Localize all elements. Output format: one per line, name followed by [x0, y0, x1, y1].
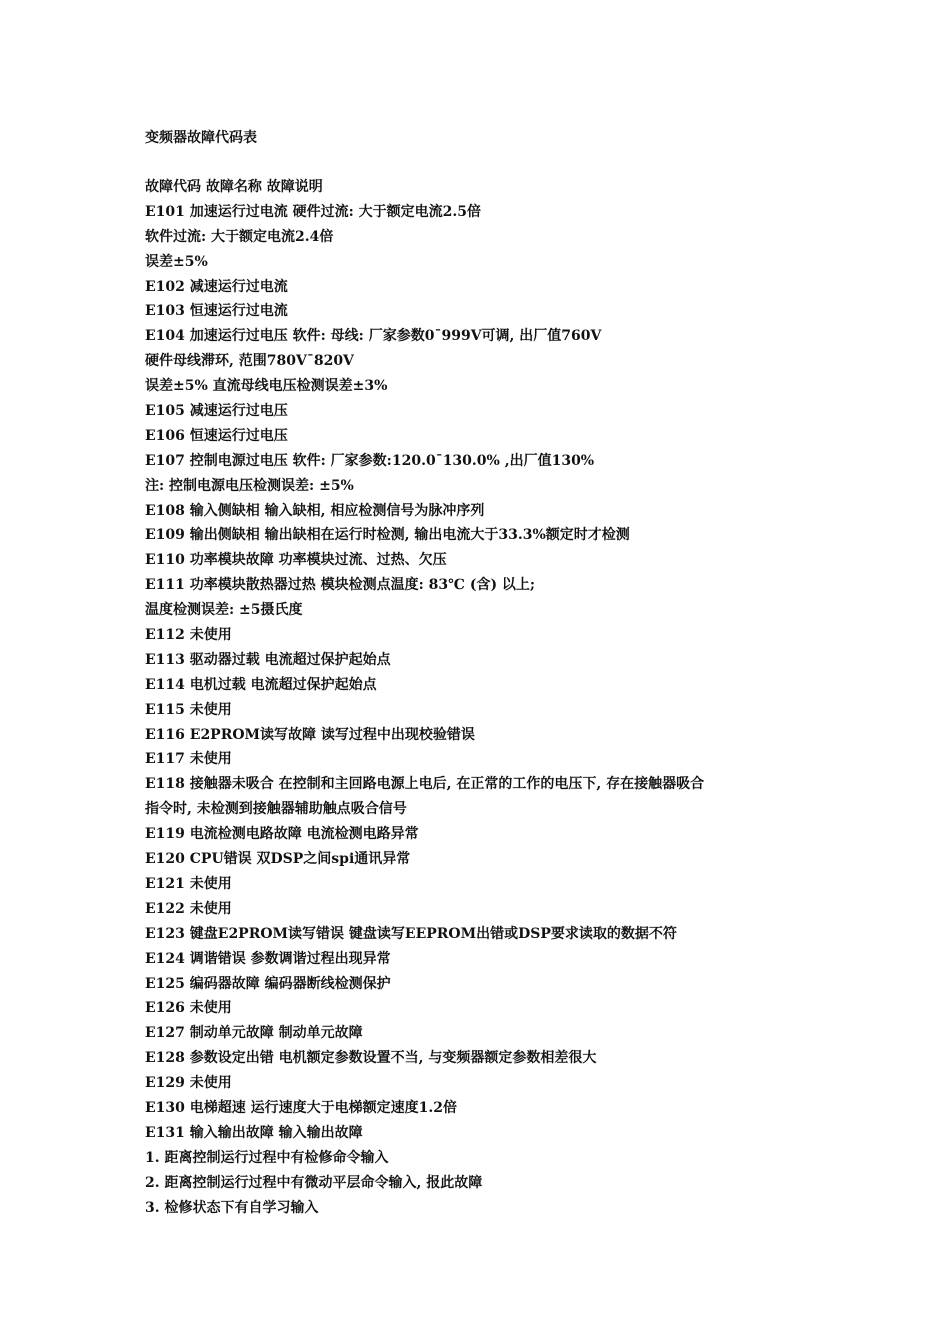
text-line: E129 未使用 — [145, 1075, 232, 1092]
text-line: E116 E2PROM读写故障 读写过程中出现校验错误 — [145, 726, 475, 743]
text-line: E125 编码器故障 编码器断线检测保护 — [145, 975, 391, 992]
text-line: E123 键盘E2PROM读写错误 键盘读写EEPROM出错或DSP要求读取的数据不符 — [145, 925, 677, 942]
text-line: 误差±5% — [145, 253, 208, 270]
text-line: 硬件母线滞环, 范围780V¯820V — [145, 353, 354, 370]
text-line: E106 恒速运行过电压 — [145, 427, 288, 444]
text-line: E119 电流检测电路故障 电流检测电路异常 — [145, 826, 419, 843]
text-line: 注: 控制电源电压检测误差: ±5% — [145, 477, 354, 494]
text-line: E104 加速运行过电压 软件: 母线: 厂家参数0¯999V可调, 出厂值760V — [145, 328, 602, 345]
text-line: E108 输入侧缺相 输入缺相, 相应检测信号为脉冲序列 — [145, 502, 485, 519]
text-line: 1. 距离控制运行过程中有检修命令输入 — [145, 1149, 389, 1166]
text-line: E110 功率模块故障 功率模块过流、过热、欠压 — [145, 552, 447, 569]
text-line: E117 未使用 — [145, 751, 232, 768]
text-line: E128 参数设定出错 电机额定参数设置不当, 与变频器额定参数相差很大 — [145, 1050, 597, 1067]
text-line: E130 电梯超速 运行速度大于电梯额定速度1.2倍 — [145, 1099, 457, 1116]
text-line: E131 输入输出故障 输入输出故障 — [145, 1124, 363, 1141]
text-line: E127 制动单元故障 制动单元故障 — [145, 1025, 363, 1042]
text-line: 软件过流: 大于额定电流2.4倍 — [145, 228, 334, 245]
text-line: E112 未使用 — [145, 627, 232, 644]
text-line: E111 功率模块散热器过热 模块检测点温度: 83℃ (含) 以上; — [145, 577, 536, 594]
text-line: E101 加速运行过电流 硬件过流: 大于额定电流2.5倍 — [145, 203, 482, 220]
text-line: 2. 距离控制运行过程中有微动平层命令输入, 报此故障 — [145, 1174, 483, 1191]
text-line: E114 电机过载 电流超过保护起始点 — [145, 676, 377, 693]
text-line: E126 未使用 — [145, 1000, 232, 1017]
text-line: 3. 检修状态下有自学习输入 — [145, 1199, 319, 1216]
text-line: E102 减速运行过电流 — [145, 278, 288, 295]
text-line: 误差±5% 直流母线电压检测误差±3% — [145, 378, 388, 395]
text-line: E113 驱动器过载 电流超过保护起始点 — [145, 651, 391, 668]
text-line: E109 输出侧缺相 输出缺相在运行时检测, 输出电流大于33.3%额定时才检测 — [145, 527, 630, 544]
document-body — [145, 175, 845, 1220]
text-line: E107 控制电源过电压 软件: 厂家参数:120.0¯130.0% ,出厂值130% — [145, 452, 595, 469]
text-line: E105 减速运行过电压 — [145, 403, 288, 420]
text-line: E120 CPU错误 双DSP之间spi通讯异常 — [145, 851, 411, 868]
text-line: 温度检测误差: ±5摄氏度 — [145, 602, 303, 619]
text-line: E118 接触器未吸合 在控制和主回路电源上电后, 在正常的工作的电压下, 存在接触器吸合 — [145, 776, 705, 793]
text-line: E121 未使用 — [145, 875, 232, 892]
text-line: E124 调谐错误 参数调谐过程出现异常 — [145, 950, 391, 967]
table-header-line: 故障代码 故障名称 故障说明 — [145, 179, 323, 195]
text-line: E115 未使用 — [145, 701, 232, 718]
text-line: E122 未使用 — [145, 900, 232, 917]
document-title: 变频器故障代码表 — [145, 130, 257, 146]
text-line: 指令时, 未检测到接触器辅助触点吸合信号 — [145, 801, 407, 818]
text-line: E103 恒速运行过电流 — [145, 303, 288, 320]
